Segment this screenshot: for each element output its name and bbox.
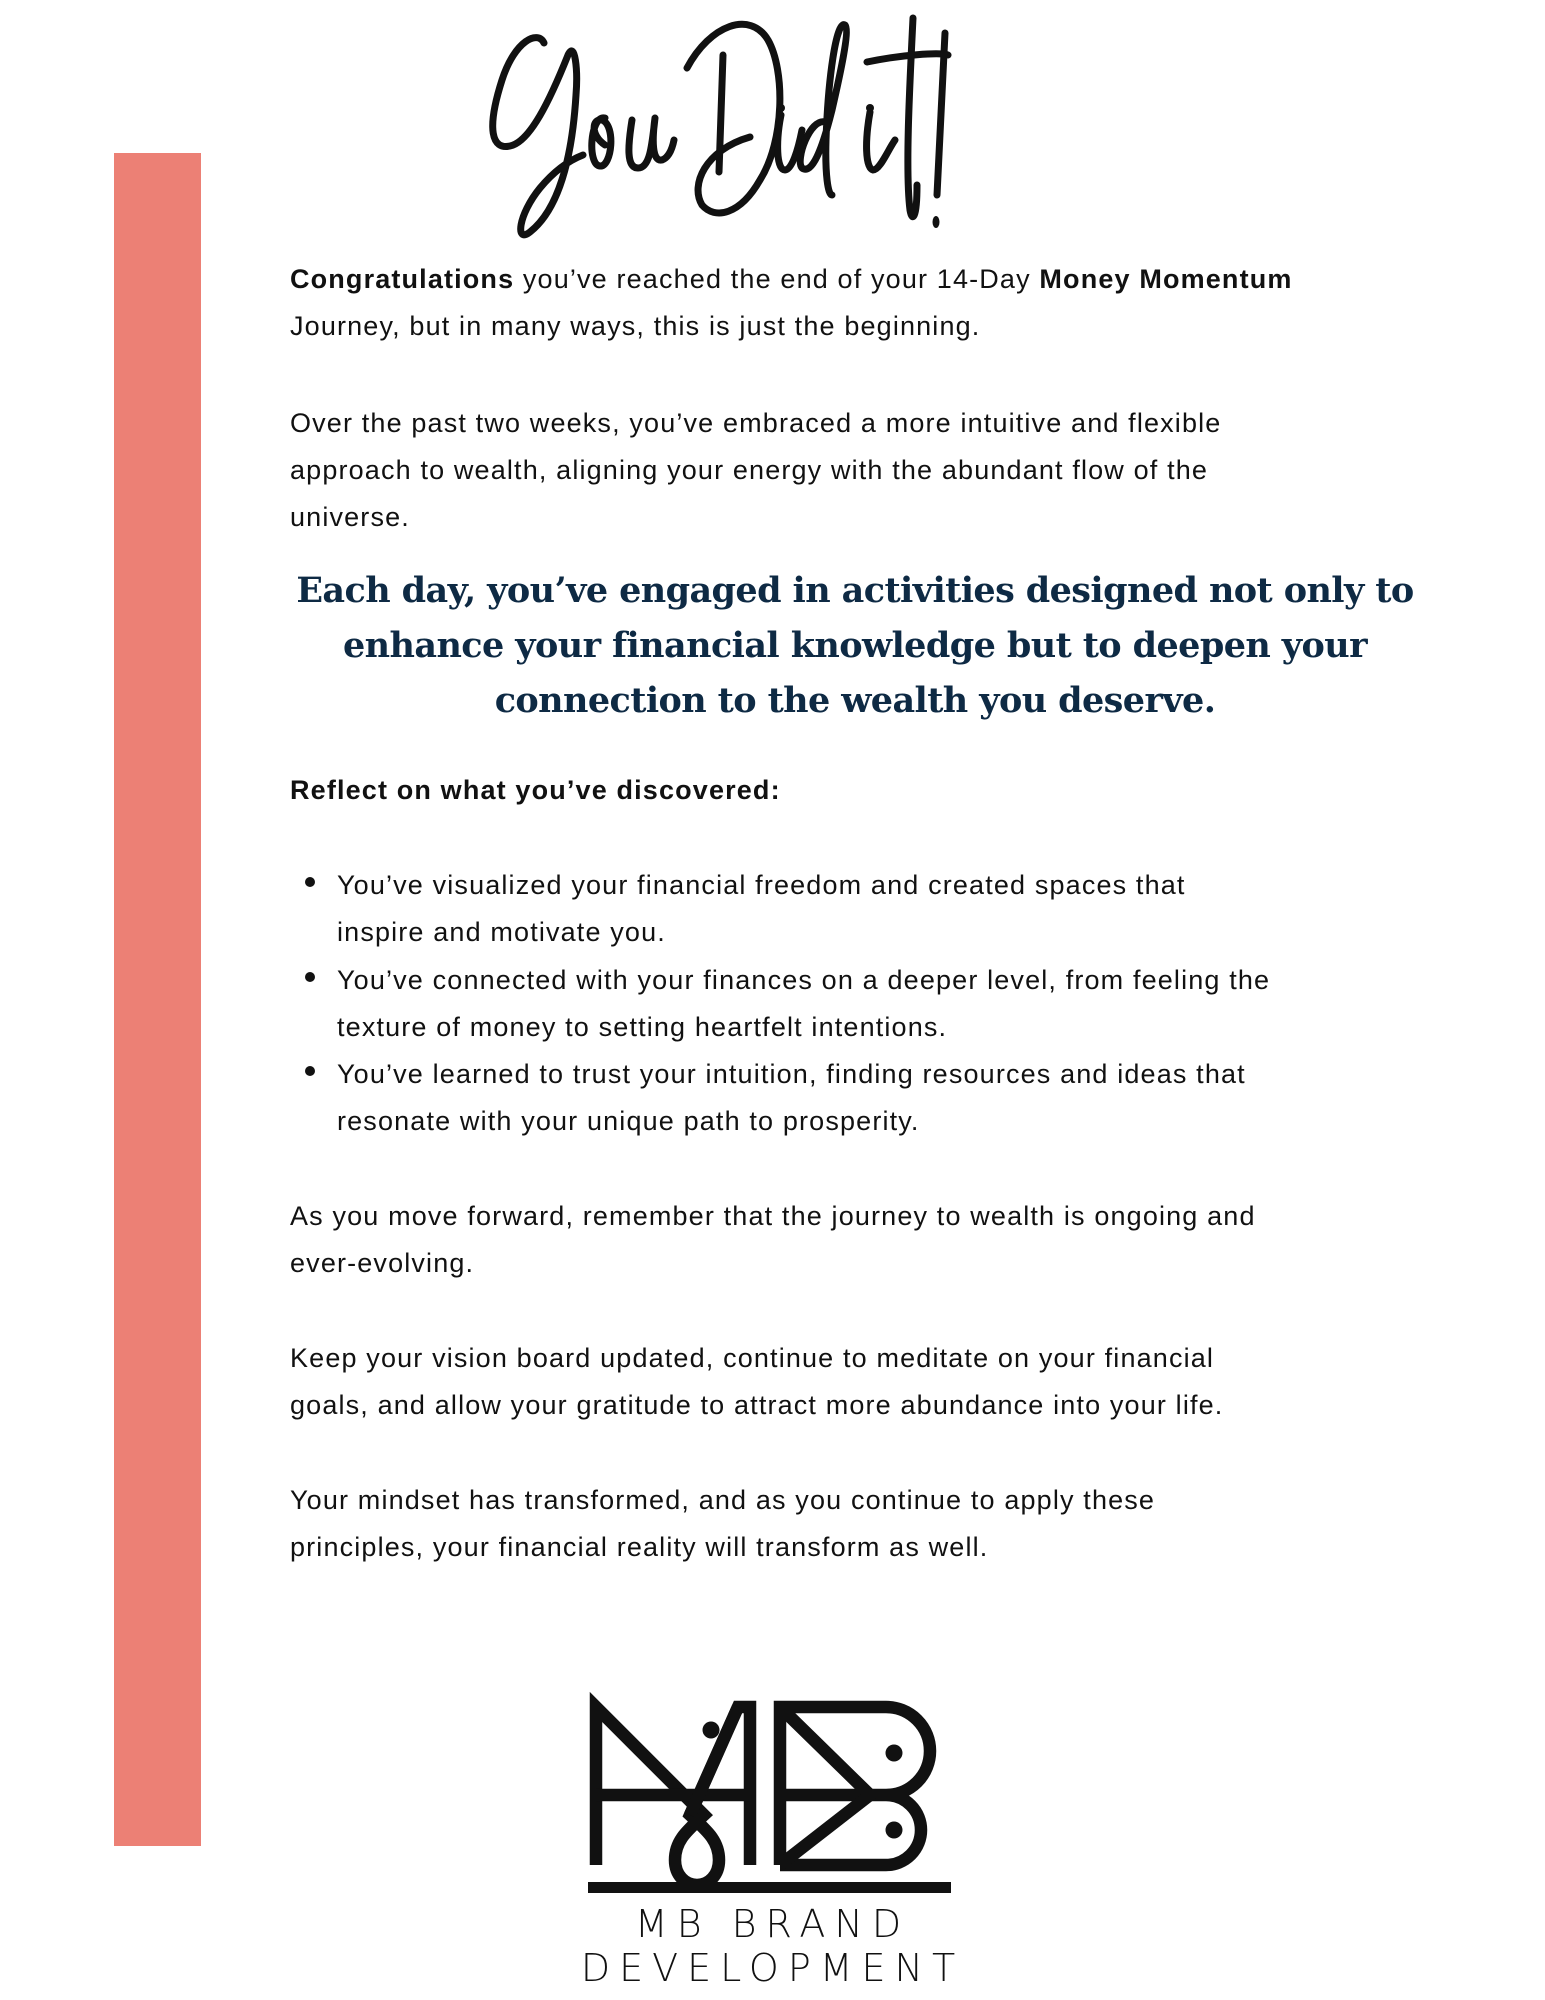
paragraph-4-line: ever-evolving.: [290, 1248, 475, 1278]
paragraph-2-line: universe.: [290, 502, 410, 532]
paragraph-6-line: Your mindset has transformed, and as you continue to apply these: [290, 1485, 1156, 1515]
congratulations-bold: Congratulations: [290, 264, 515, 294]
accent-bar: [114, 153, 201, 1846]
quote-line: Each day, you’ve engaged in activities designed not only to: [296, 570, 1414, 611]
bullet-item-line: inspire and motivate you.: [337, 917, 666, 947]
bullet-item-line: resonate with your unique path to prosperity.: [337, 1106, 920, 1136]
paragraph-5-line: goals, and allow your gratitude to attract more abundance into your life.: [290, 1390, 1224, 1420]
quote-line: connection to the wealth you deserve.: [494, 680, 1216, 721]
paragraph-2-line: Over the past two weeks, you’ve embraced a more intuitive and flexible: [290, 408, 1222, 438]
brand-name: MB BRAND DEVELOPMENT: [580, 1902, 965, 1990]
paragraph-5-line: Keep your vision board updated, continue to meditate on your financial: [290, 1343, 1215, 1373]
bullet-item-line: You’ve visualized your financial freedom and created spaces that: [337, 870, 1186, 900]
paragraph-6-line: principles, your financial reality will transform as well.: [290, 1532, 989, 1562]
bullet-item-line: You’ve learned to trust your intuition, finding resources and ideas that: [337, 1059, 1246, 1089]
intro-line-1: [290, 256, 1430, 303]
program-name-bold: Money Momentum: [1039, 264, 1293, 294]
reflect-heading: Reflect on what you’ve discovered:: [290, 775, 781, 805]
bullet-dot-icon: [305, 1066, 315, 1076]
intro-line-2: Journey, but in many ways, this is just the beginning.: [290, 311, 981, 341]
intro-text: you’ve reached the end of your 14-Day: [514, 264, 1040, 294]
page-title: [440, 0, 1120, 250]
mb-monogram-icon: [580, 1690, 970, 1905]
paragraph-4-line: As you move forward, remember that the journey to wealth is ongoing and: [290, 1201, 1256, 1231]
paragraph-2-line: approach to wealth, aligning your energy with the abundant flow of the: [290, 455, 1209, 485]
quote-line: enhance your financial knowledge but to deepen your: [343, 625, 1367, 666]
bullet-item-line: texture of money to setting heartfelt intentions.: [337, 1012, 948, 1042]
highlight-quote: [290, 563, 1420, 728]
bullet-dot-icon: [305, 877, 315, 887]
bullet-dot-icon: [305, 972, 315, 982]
bullet-item-line: You’ve connected with your finances on a deeper level, from feeling the: [337, 965, 1271, 995]
